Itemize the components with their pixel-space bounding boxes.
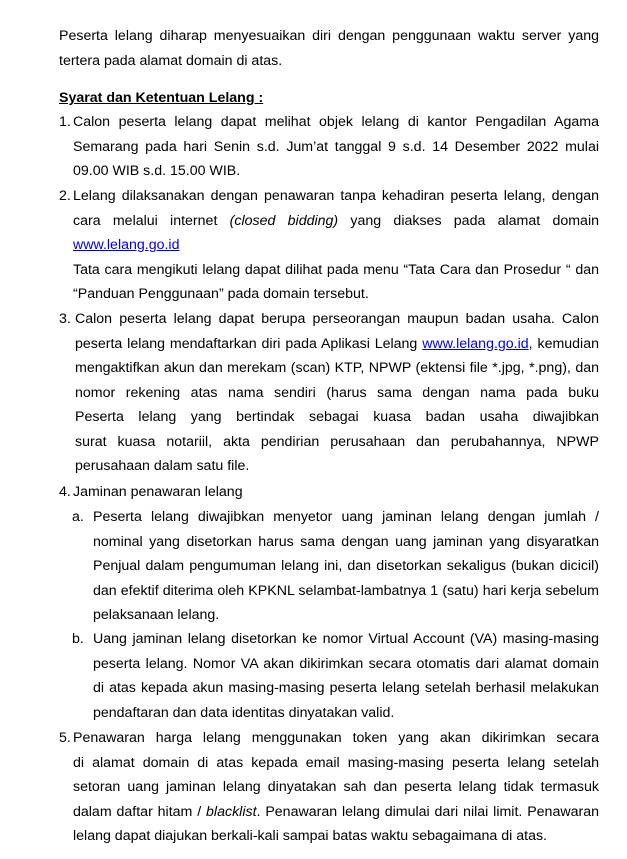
- item-5-number: 5.: [59, 730, 71, 746]
- item-5-line-1: Penawaran harga lelang menggunakan token yang akan dikirimkan secara: [73, 730, 599, 746]
- item-3-number: 3.: [59, 311, 71, 327]
- item-1-line-3: 09.00 WIB s.d. 15.00 WIB.: [73, 163, 241, 179]
- lelang-link-1[interactable]: www.lelang.go.id: [73, 237, 180, 253]
- item-4-line-1: Jaminan penawaran lelang: [73, 484, 243, 500]
- item-1-line-1: Calon peserta lelang dapat melihat objek lelang di kantor Pengadilan Agama: [73, 114, 599, 130]
- section-heading: [59, 86, 263, 111]
- lelang-link-2[interactable]: www.lelang.go.id: [422, 335, 529, 352]
- item-2-line-1: Lelang dilaksanakan dengan penawaran tanpa kehadiran peserta lelang, dengan: [73, 188, 599, 204]
- item-3-line-7: perusahaan dalam satu file.: [75, 458, 250, 474]
- item-1-number: 1.: [59, 114, 71, 130]
- item-2-line-4: Tata cara mengikuti lelang dapat dilihat pada menu “Tata Cara dan Prosedur “ dan: [73, 261, 599, 278]
- item-2-number: 2.: [59, 188, 71, 204]
- item-4-number: 4.: [59, 484, 71, 500]
- item-4a-line-3: Penjual dalam pengumuman lelang ini, dan disetorkan sekaligus (bukan dicicil): [93, 558, 599, 574]
- item-4b: [93, 627, 599, 725]
- item-2-line-2: cara melalui internet (closed bidding) yang diakses pada alamat domain: [73, 212, 599, 229]
- blacklist-text: blacklist: [206, 803, 257, 820]
- item-4a-line-1: Peserta lelang diwajibkan menyetor uang jaminan lelang dengan jumlah /: [93, 509, 599, 525]
- item-3-line-5: Peserta lelang yang bertindak sebagai kuasa badan usaha diwajibkan: [75, 409, 599, 425]
- item-4b-line-1: Uang jaminan lelang disetorkan ke nomor Virtual Account (VA) masing-masing: [93, 631, 599, 647]
- item-4b-line-4: pendaftaran dan data identitas dinyatakan valid.: [93, 704, 395, 721]
- item-4a-line-5: pelaksanaan lelang.: [93, 607, 220, 623]
- closed-bidding-text: (closed bidding): [229, 212, 339, 229]
- item-5-line-5: lelang dapat diajukan berkali-kali sampai batas waktu sebagaimana di atas.: [73, 828, 547, 844]
- item-1-line-2: Semarang pada hari Senin s.d. Jum’at tanggal 9 s.d. 14 Desember 2022 mulai: [73, 138, 599, 155]
- item-3-line-6: surat kuasa notariil, akta pendirian perusahaan dan perubahannya, NPWP: [75, 433, 599, 450]
- item-2: [73, 184, 599, 307]
- item-3: [75, 307, 599, 479]
- item-5: [73, 726, 599, 849]
- heading-text: Syarat dan Ketentuan Lelang :: [59, 90, 264, 106]
- item-3-line-2: peserta lelang mendaftarkan diri pada Aplikasi Lelang www.lelang.go.id, kemudian: [75, 335, 599, 352]
- item-3-line-3: mengaktifkan akun dan merekam (scan) KTP, NPWP (ektensi file *.jpg, *.png), dan: [75, 360, 599, 376]
- item-5-line-4: dalam daftar hitam / blacklist. Penawaran lelang dimulai dari nilai limit. Penawaran: [73, 803, 599, 820]
- item-4: [73, 480, 243, 505]
- intro-line-2: tertera pada alamat domain di atas.: [59, 52, 283, 69]
- item-4a-line-4: dan efektif diterima oleh KPKNL selambat-lambatnya 1 (satu) hari kerja sebelum: [93, 582, 599, 599]
- item-3-line-4: nomor rekening atas nama sendiri (harus sama dengan nama pada buku: [75, 384, 599, 401]
- item-4b-line-2: peserta lelang. Nomor VA akan dikirimkan secara otomatis dari alamat domain: [93, 655, 599, 672]
- item-4a: [93, 505, 599, 628]
- item-3-line-1: Calon peserta lelang dapat berupa perseorangan maupun badan usaha. Calon: [75, 311, 599, 327]
- item-4a-number: a.: [72, 509, 84, 525]
- item-1: [73, 110, 599, 184]
- item-2-line-5: “Panduan Penggunaan” pada domain tersebut.: [73, 286, 369, 302]
- intro-paragraph: [59, 24, 599, 73]
- item-5-line-2: di alamat domain di atas kepada email masing-masing peserta lelang setelah: [73, 754, 599, 771]
- item-4a-line-2: nominal yang disetorkan harus sama dengan uang jaminan yang disyaratkan: [93, 533, 599, 550]
- item-4b-number: b.: [72, 631, 84, 647]
- intro-line-1: Peserta lelang diharap menyesuaikan diri dengan penggunaan waktu server yang: [59, 28, 599, 44]
- item-2-line-3: [73, 233, 599, 258]
- item-4b-line-3: di atas kepada akun masing-masing peserta lelang setelah berhasil melakukan: [93, 680, 599, 696]
- item-5-line-3: setoran uang jaminan lelang dinyatakan sah dan peserta lelang tidak termasuk: [73, 779, 599, 795]
